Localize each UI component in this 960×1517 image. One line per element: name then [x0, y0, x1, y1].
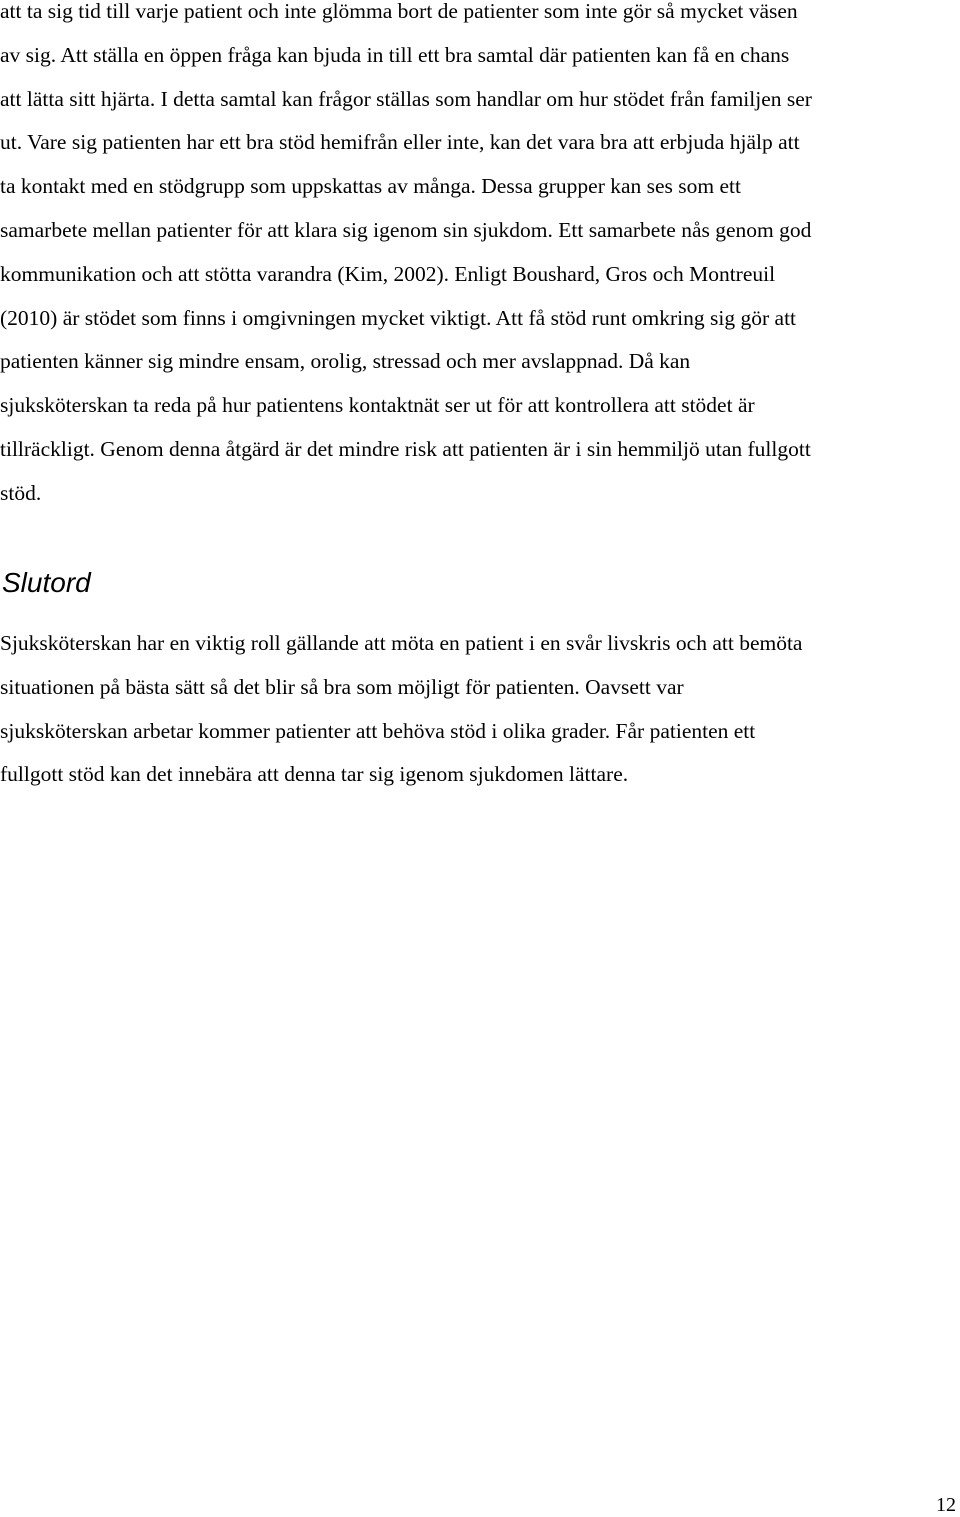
text-line: kommunikation och att stötta varandra (Kim, 2002). Enligt Boushard, Gros och Montreuil — [0, 261, 776, 286]
page-number: 12 — [936, 1494, 956, 1516]
text-line: patienten känner sig mindre ensam, orolig, stressad och mer avslappnad. Då kan — [0, 349, 691, 374]
body-paragraph — [0, 0, 812, 516]
text-line: att ta sig tid till varje patient och inte glömma bort de patienter som inte gör så mycket väsen — [0, 0, 798, 23]
text-line: sjuksköterskan arbetar kommer patienter att behöva stöd i olika grader. Får patienten ett — [0, 718, 756, 743]
text-line: (2010) är stödet som finns i omgivningen mycket viktigt. Att få stöd runt omkring sig gör att — [0, 305, 797, 330]
text-line: stöd. — [0, 480, 42, 505]
text-line: av sig. Att ställa en öppen fråga kan bjuda in till ett bra samtal där patienten kan få en chans — [0, 42, 790, 67]
text-line: fullgott stöd kan det innebära att denna tar sig igenom sjukdomen lättare. — [0, 762, 629, 787]
text-line: ut. Vare sig patienten har ett bra stöd hemifrån eller inte, kan det vara bra att erbjuda hjälp att — [0, 130, 800, 155]
text-line: sjuksköterskan ta reda på hur patientens kontaktnät ser ut för att kontrollera att stödet är — [0, 393, 755, 418]
body-paragraph — [0, 622, 802, 797]
section-heading: Slutord — [2, 567, 91, 598]
text-line: Sjuksköterskan har en viktig roll gällande att möta en patient i en svår livskris och att bemöta — [0, 631, 803, 655]
text-line: tillräckligt. Genom denna åtgärd är det mindre risk att patienten är i sin hemmiljö utan fullgott — [0, 436, 811, 461]
text-line: ta kontakt med en stödgrupp som uppskattas av många. Dessa grupper kan ses som ett — [0, 174, 742, 199]
text-line: situationen på bästa sätt så det blir så bra som möjligt för patienten. Oavsett var — [0, 674, 684, 699]
text-line: samarbete mellan patienter för att klara sig igenom sin sjukdom. Ett samarbete nås genom god — [0, 217, 812, 242]
text-line: att lätta sitt hjärta. I detta samtal kan frågor ställas som handlar om hur stödet från familjen ser — [0, 86, 812, 111]
